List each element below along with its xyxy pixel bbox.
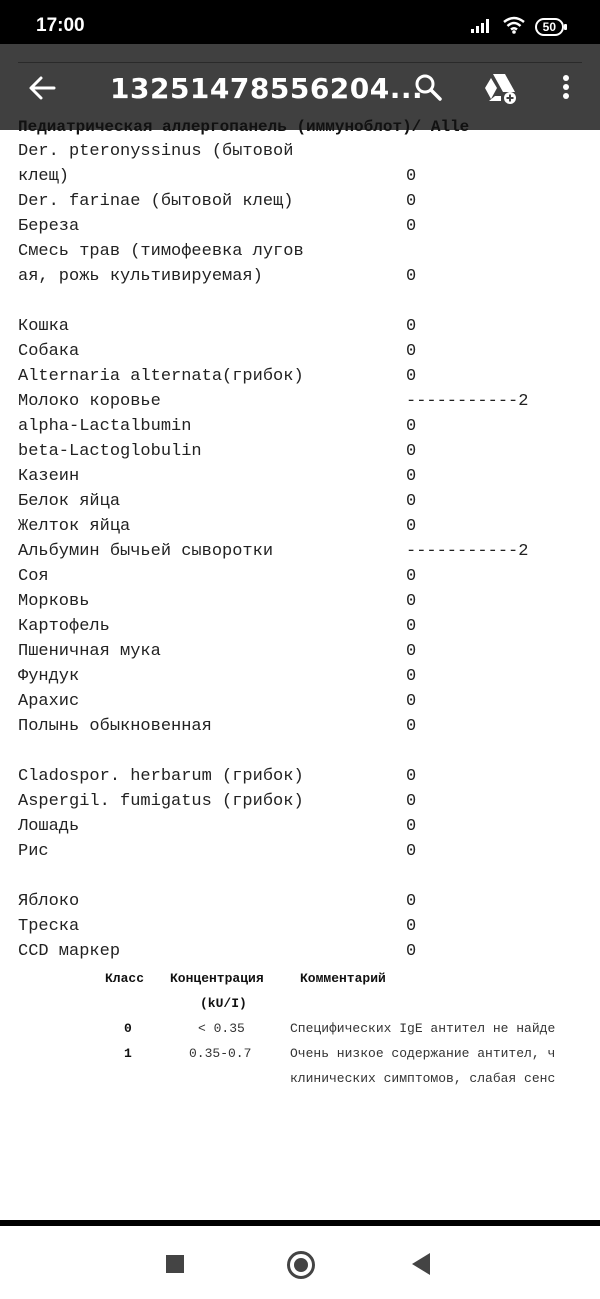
allergen-name: Пшеничная мука <box>18 642 161 661</box>
allergen-class: 0 <box>406 267 417 286</box>
panel-heading: Педиатрическая аллергопанель (иммуноблот)/ Alle <box>18 118 470 136</box>
allergen-class: 0 <box>406 367 417 386</box>
status-icons <box>471 16 564 38</box>
allergen-name: Картофель <box>18 617 110 636</box>
legend-class-value: 0 <box>124 1021 132 1036</box>
allergen-class: -----------2 <box>406 542 529 561</box>
allergen-name: Cladospor. herbarum (грибок) <box>18 767 304 786</box>
allergen-name: Желток яйца <box>18 517 131 536</box>
legend-header-unit: (kU/I) <box>200 996 247 1011</box>
google-drive-add-icon[interactable] <box>482 70 520 106</box>
allergen-name: Собака <box>18 342 80 361</box>
allergen-name: Казеин <box>18 467 80 486</box>
legend-comment: Очень низкое содержание антител, ч <box>290 1046 556 1061</box>
allergen-name: Рис <box>18 842 49 861</box>
status-time: 17:00 <box>36 15 85 36</box>
allergen-name: alpha-Lactalbumin <box>18 417 192 436</box>
toolbar-divider <box>18 62 582 63</box>
legend-class-value: 1 <box>124 1046 132 1061</box>
allergen-name: Яблоко <box>18 892 80 911</box>
allergen-class: 0 <box>406 167 417 186</box>
allergen-name: клещ) <box>18 167 70 186</box>
allergen-name: Альбумин бычьей сыворотки <box>18 542 274 561</box>
allergen-class: 0 <box>406 767 417 786</box>
allergen-class: 0 <box>406 317 417 336</box>
allergen-class: 0 <box>406 517 417 536</box>
recents-icon[interactable] <box>166 1255 184 1273</box>
allergen-name: Соя <box>18 567 49 586</box>
allergen-name: Треска <box>18 917 80 936</box>
allergen-class: 0 <box>406 717 417 736</box>
allergen-name: Кошка <box>18 317 70 336</box>
legend-concentration-value: 0.35-0.7 <box>189 1046 252 1061</box>
allergen-name: Смесь трав (тимофеевка лугов <box>18 242 304 261</box>
allergen-name: Белок яйца <box>18 492 121 511</box>
allergen-name: Alternaria alternata(грибок) <box>18 367 304 386</box>
allergen-name: ая, рожь культивируемая) <box>18 267 263 286</box>
allergen-class: 0 <box>406 467 417 486</box>
allergen-name: Береза <box>18 217 80 236</box>
allergen-class: 0 <box>406 342 417 361</box>
legend-header-concentration: Концентрация <box>170 971 264 986</box>
document-viewer[interactable] <box>0 118 600 1220</box>
allergen-class: 0 <box>406 917 417 936</box>
allergen-class: 0 <box>406 217 417 236</box>
battery-icon: 50 <box>535 18 564 36</box>
wifi-icon <box>503 17 525 38</box>
system-nav-bar <box>0 1226 600 1299</box>
legend-comment: Специфических IgE антител не найде <box>290 1021 556 1036</box>
allergen-name: Der. farinae (бытовой клещ) <box>18 192 294 211</box>
back-arrow-icon[interactable] <box>24 70 60 106</box>
allergen-name: Der. pteronyssinus (бытовой <box>18 142 294 161</box>
allergen-name: beta-Lactoglobulin <box>18 442 202 461</box>
legend-comment: клинических симптомов, слабая сенс <box>290 1071 556 1086</box>
back-triangle-icon[interactable] <box>412 1253 430 1275</box>
allergen-class: 0 <box>406 617 417 636</box>
allergen-class: 0 <box>406 692 417 711</box>
allergen-class: 0 <box>406 567 417 586</box>
allergen-name: Полынь обыкновенная <box>18 717 212 736</box>
allergen-class: 0 <box>406 592 417 611</box>
allergen-name: Лошадь <box>18 817 80 836</box>
signal-icon <box>471 17 493 37</box>
allergen-name: Молоко коровье <box>18 392 161 411</box>
allergen-class: 0 <box>406 492 417 511</box>
more-vert-icon[interactable] <box>552 70 580 106</box>
allergen-class: -----------2 <box>406 392 529 411</box>
legend-header-comment: Комментарий <box>300 971 386 986</box>
allergen-class: 0 <box>406 192 417 211</box>
allergen-class: 0 <box>406 792 417 811</box>
allergen-name: CCD маркер <box>18 942 121 961</box>
legend-concentration-value: < 0.35 <box>198 1021 245 1036</box>
allergen-name: Арахис <box>18 692 80 711</box>
allergen-class: 0 <box>406 942 417 961</box>
search-icon[interactable] <box>410 70 446 106</box>
allergen-class: 0 <box>406 442 417 461</box>
allergen-class: 0 <box>406 417 417 436</box>
document-title: 13251478556204... <box>110 72 424 105</box>
allergen-class: 0 <box>406 667 417 686</box>
allergen-class: 0 <box>406 817 417 836</box>
allergen-name: Фундук <box>18 667 80 686</box>
status-bar <box>0 0 600 44</box>
home-icon[interactable] <box>287 1251 315 1279</box>
legend-header-class: Класс <box>105 971 145 986</box>
allergen-name: Морковь <box>18 592 90 611</box>
allergen-class: 0 <box>406 642 417 661</box>
allergen-class: 0 <box>406 892 417 911</box>
allergen-name: Aspergil. fumigatus (грибок) <box>18 792 304 811</box>
allergen-class: 0 <box>406 842 417 861</box>
